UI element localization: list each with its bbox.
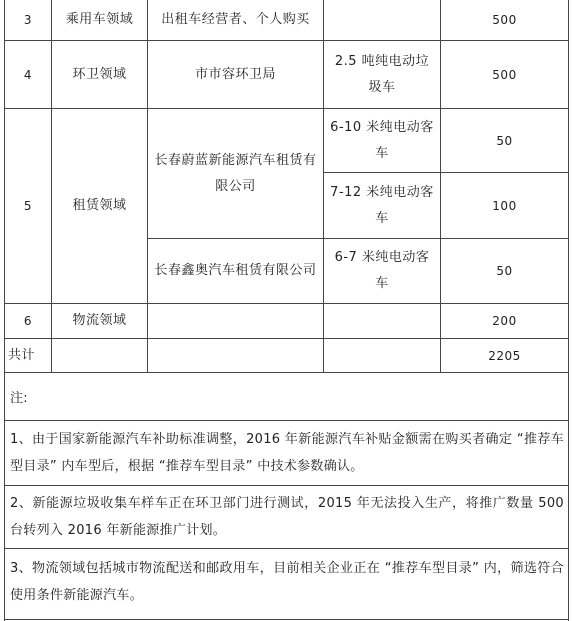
row-line [4,619,569,620]
unit-name: 市市容环卫局 [194,66,276,82]
field-name: 环卫领域 [72,66,127,82]
field-name: 乘用车领域 [65,12,134,27]
row-line [4,420,569,421]
unit-name [148,304,323,338]
field-name: 物流领域 [72,313,127,328]
note-1: 1、由于国家新能源汽车补助标准调整，2016 年新能源汽车补贴金额需在购买者确定 “推荐车型目录” 内车型后，根据 “推荐车型目录” 中技术参数确认。 [10,432,564,474]
quantity: 50 [496,264,513,278]
total-label: 共计 [8,347,36,363]
unit-name [154,239,317,303]
vehicle-model: 6-10 米纯电动客车 [330,119,434,161]
note-2: 2、新能源垃圾收集车样车正在环卫部门进行测试，2015 年无法投入生产，将推广数量 500 台转列入 2016 年新能源推广计划。 [10,496,564,538]
unit-name: 出租车经营者、个人购买 [161,12,310,27]
vehicle-model: 6-7 米纯电动客车 [334,250,430,291]
unit-name: 长春蔚蓝新能源汽车租赁有限公司 [154,152,317,194]
quantity: 500 [492,13,517,27]
border-right [568,0,569,621]
quantity: 100 [492,198,517,213]
row-number: 6 [23,314,33,328]
field-name: 租赁领域 [72,198,127,213]
vehicle-model [324,304,440,338]
vehicle-model: 2.5 吨纯电动垃圾车 [334,53,430,95]
notes-heading: 注: [10,391,28,406]
row-line [4,372,569,373]
row-number: 3 [23,13,33,27]
quantity: 50 [496,133,513,148]
note-3: 3、物流领域包括城市物流配送和邮政用车，目前相关企业正在 “推荐车型目录” 内，筛选符合使用条件新能源汽车。 [10,561,564,603]
vehicle-model: 7-12 米纯电动客车 [330,184,434,226]
row-line [4,548,569,549]
row-line [4,485,569,486]
row-number: 5 [23,199,33,213]
row-number: 4 [23,67,33,82]
quantity: 200 [492,314,517,328]
total-quantity: 2205 [488,348,521,363]
quantity: 500 [492,67,517,82]
vehicle-model [324,0,440,40]
unit-name-text: 长春鑫奥汽车租赁有限公司 [154,263,317,278]
